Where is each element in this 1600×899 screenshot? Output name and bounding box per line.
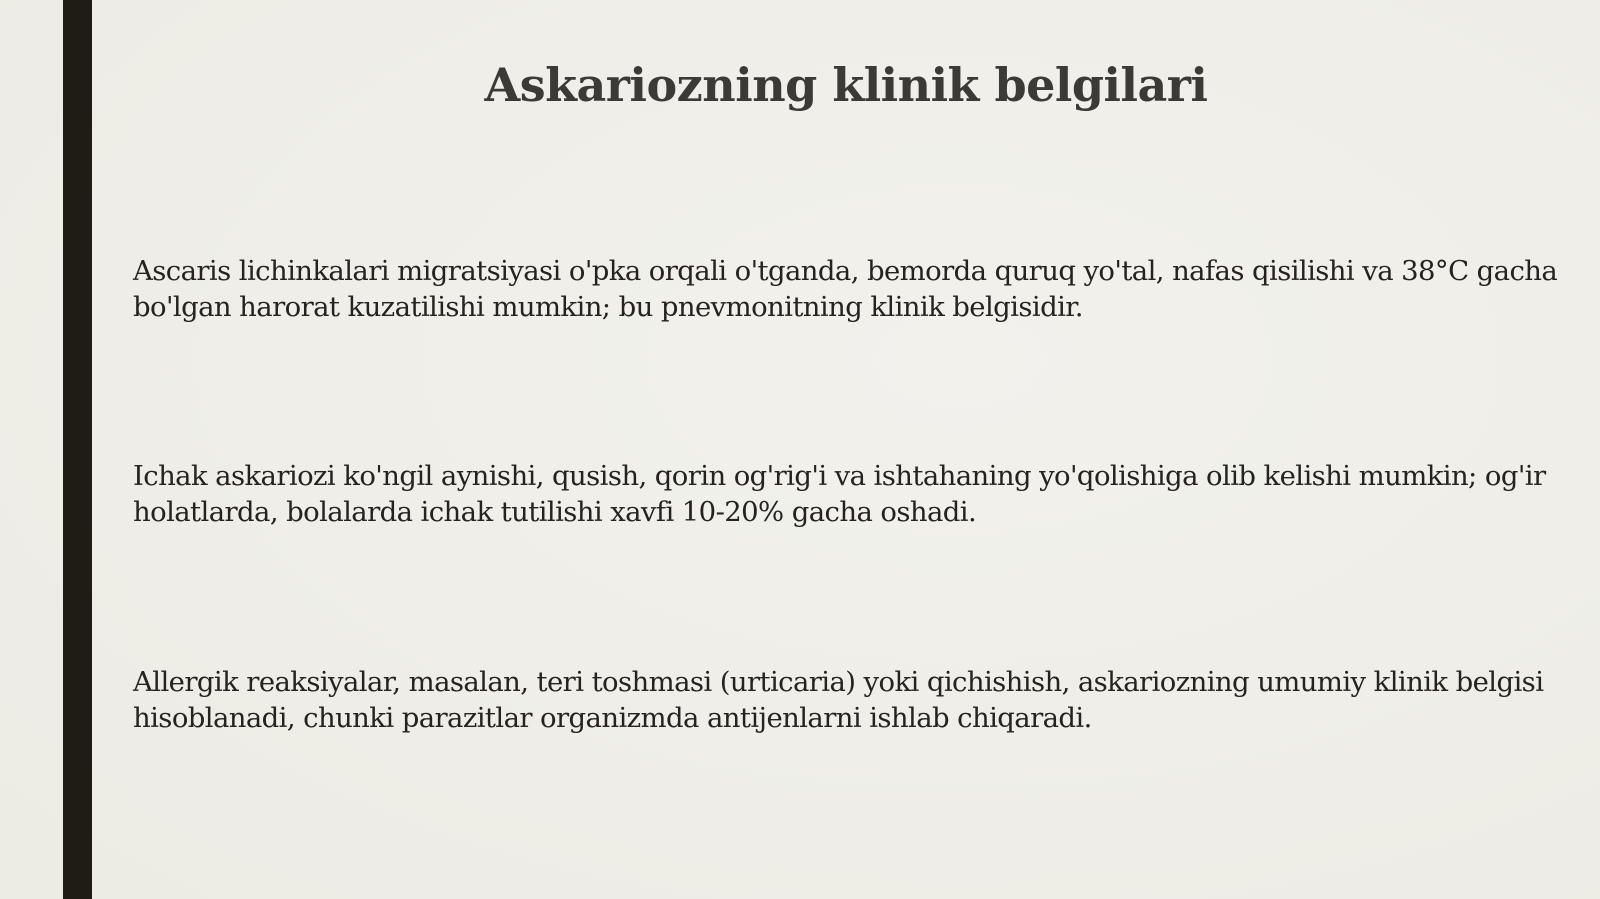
paragraph-allergic: Allergik reaksiyalar, masalan, teri toshmasi (urticaria) yoki qichishish, askariozning umumiy klinik belgisi hisoblanadi, chunki parazitlar organizmda antijenlarni ishlab chiqaradi. [133,666,1544,734]
slide-title: Askariozning klinik belgilari [484,58,1208,112]
paragraph-intestinal: Ichak askariozi ko'ngil aynishi, qusish, qorin og'rig'i va ishtahaning yo'qolishiga olib kelishi mumkin; og'ir holatlarda, bolalarda ichak tutilishi xavfi 10-20% gacha oshadi. [133,460,1546,528]
paragraph-pneumonitis: Ascaris lichinkalari migratsiyasi o'pka orqali o'tganda, bemorda quruq yo'tal, nafas qisilishi va 38°C gacha bo'lgan harorat kuzatilishi mumkin; bu pnevmonitning klinik belgisidir. [133,255,1558,323]
left-accent-bar [63,0,92,899]
